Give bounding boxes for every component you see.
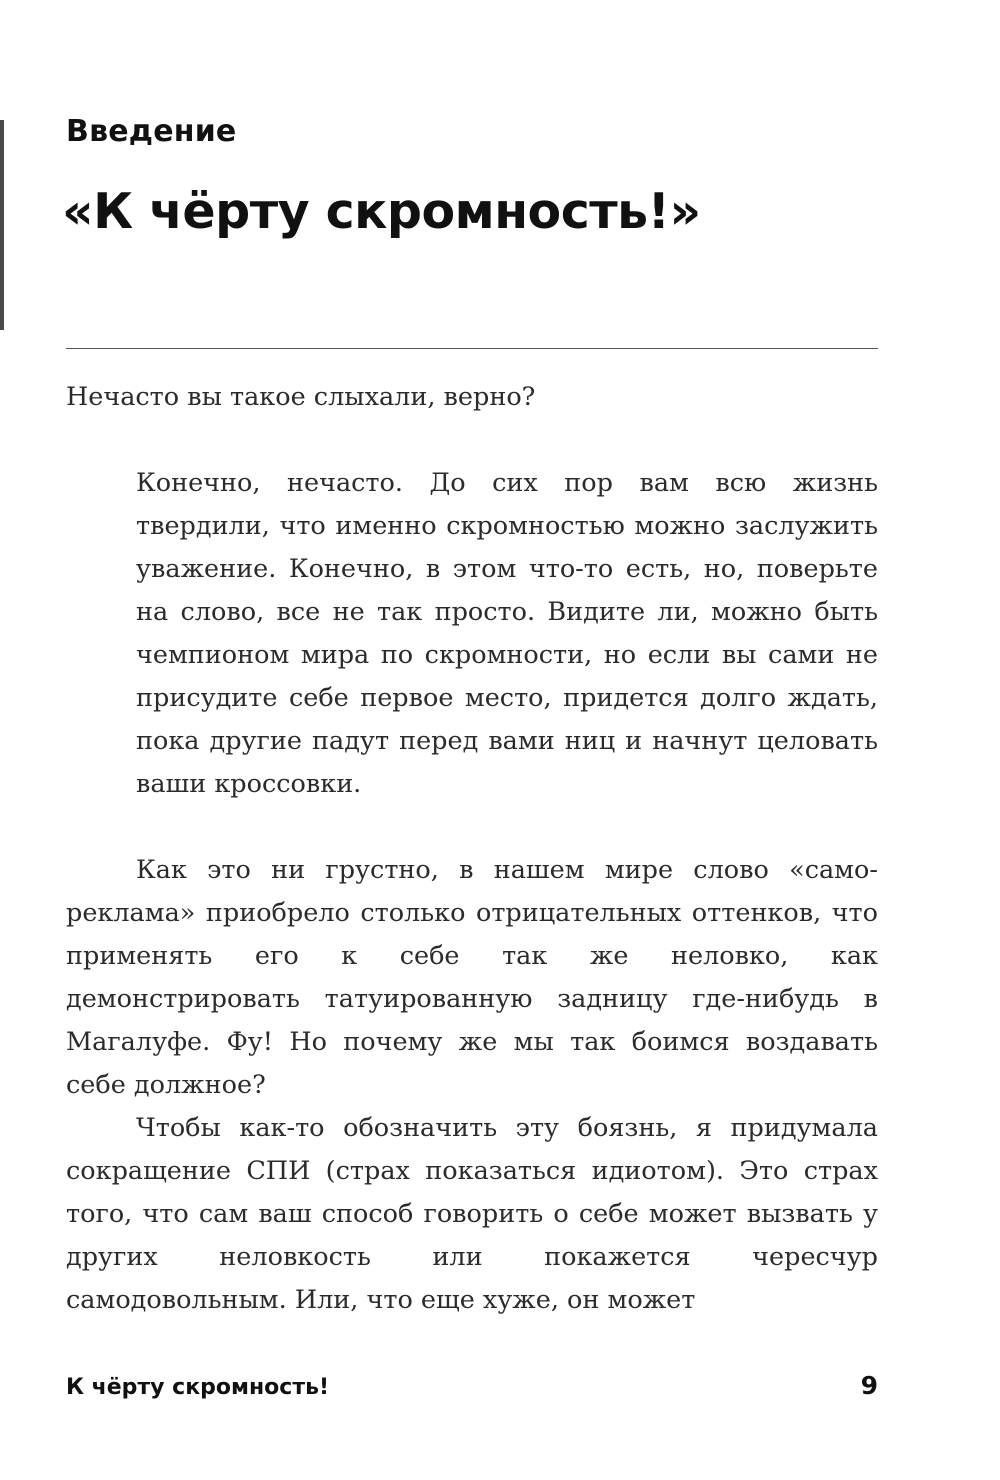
- page-number: 9: [860, 1371, 878, 1400]
- paragraph: Как это ни грустно, в нашем мире слово «самореклама» приобрело столько отрицательных оттенков, что применять его к себе так же неловко, как демонстрировать татуированную задницу где-нибудь в Магалуфе. Фу! Но почему же мы так боимся воздавать себе должное?: [66, 855, 878, 1100]
- section-label: Введение: [66, 114, 237, 149]
- indented-quote: Конечно, нечасто. До сих пор вам всю жизнь твердили, что именно скромностью можно заслужить уважение. Конечно, в этом что-то есть, но, поверьте на слово, все не так просто. Видите ли, можно быть чемпионом мира по скромности, но если вы сами не присудите себе первое место, придется долго ждать, пока другие падут перед вами ниц и начнут целовать ваши кроссовки.: [136, 468, 878, 799]
- body-text: [66, 368, 878, 1322]
- paragraph: Чтобы как-то обозначить эту боязнь, я придумала сокращение СПИ (страх показаться идиотом). Это страх того, что сам ваш способ говорить о себе может вызвать у других неловкость или покажется чересчур самодовольным. Или, что еще хуже, он может: [66, 1113, 878, 1315]
- lead-line: Нечасто вы такое слыхали, верно?: [66, 382, 536, 412]
- page-edge-shadow: [0, 120, 4, 330]
- chapter-title: «К чёрту скромность!»: [62, 183, 701, 240]
- running-footer-title: К чёрту скромность!: [66, 1375, 330, 1400]
- divider-rule: [66, 348, 878, 349]
